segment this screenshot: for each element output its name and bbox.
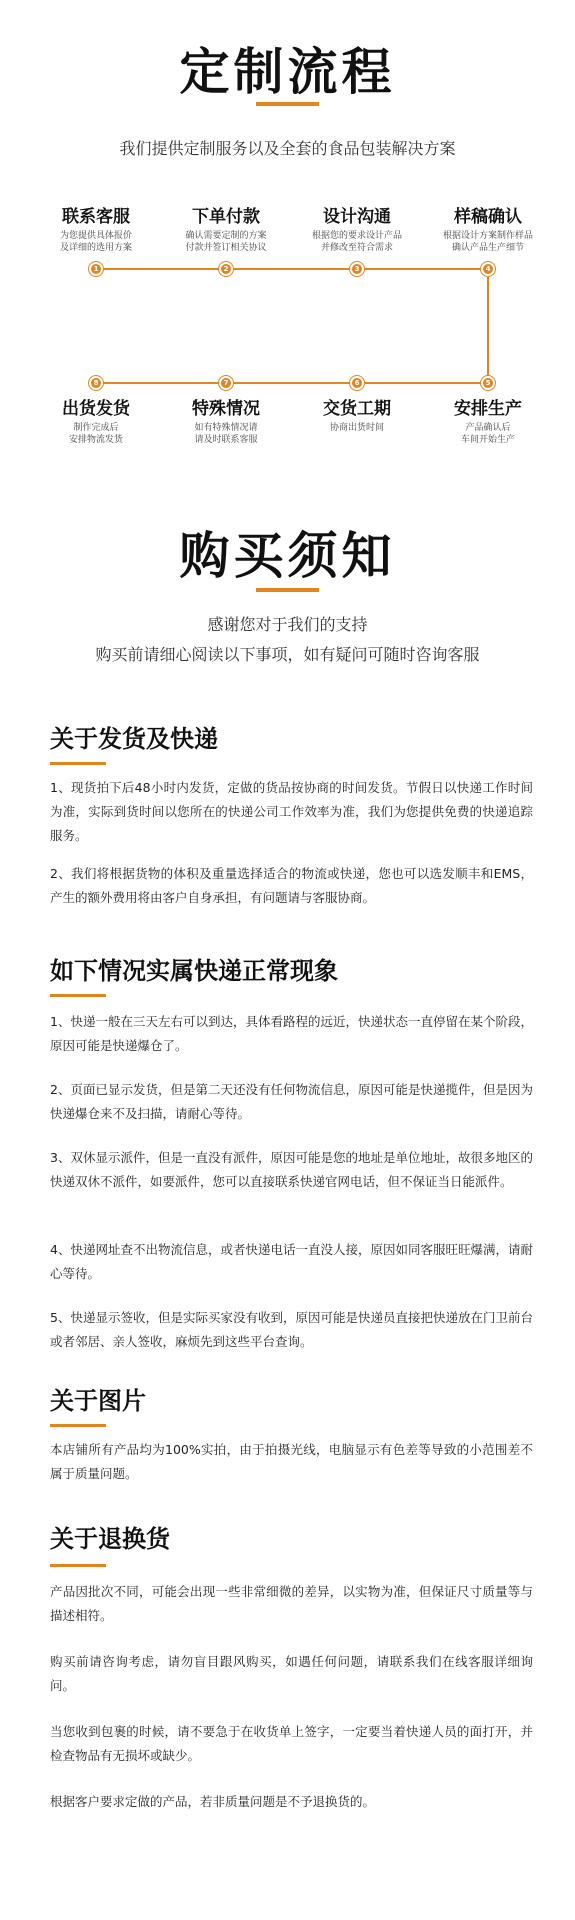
flow-step-8 [31,398,161,446]
flow-dot-1: 1 [89,262,103,276]
flow-step-3 [292,206,422,254]
flow-step-desc: 付款并签订相关协议 [185,243,267,253]
flow-step-desc: 及详细的选用方案 [59,243,132,253]
flow-step-title: 交货工期 [323,399,391,419]
notice-underline [256,588,319,592]
flow-step-desc: 并修改至符合需求 [320,243,393,253]
section-bar [50,1564,106,1567]
paragraph: 2、我们将根据货物的体积及重量选择适合的物流或快递，您也可以选发顺丰和EMS，产生的额外费用将由客户自身承担，有问题请与客服协商。 [50,866,533,905]
section-title-returns: 关于退换货 [50,1525,170,1553]
flow-step-desc: 车间开始生产 [460,435,515,445]
flow-step-desc: 安排物流发货 [68,435,123,445]
section-bar [50,994,106,997]
flow-step-1 [31,206,161,254]
flow-dot-4: 4 [481,262,495,276]
flow-step-desc: 协商出货时间 [329,423,384,433]
flow-step-desc: 为您提供具体报价 [59,231,132,241]
section-bar [50,762,106,765]
notice-thanks: 感谢您对于我们的支持 [207,615,368,634]
title-underline [256,102,319,106]
paragraph: 1、快递一般在三天左右可以到达，具体看路程的远近，快递状态一直停留在某个阶段，原因可能是快递爆仓了。 [50,1014,533,1053]
paragraph: 购买前请咨询考虑，请勿盲目跟风购买，如遇任何问题，请联系我们在线客服详细询问。 [50,1654,533,1693]
paragraph: 1、现货拍下后48小时内发货，定做的货品按协商的时间发货。节假日以快递工作时间为准，实际到货时间以您所在的快递公司工作效率为准，我们为您提供免费的快递追踪服务。 [50,780,533,843]
paragraph: 本店铺所有产品均为100%实拍，由于拍摄光线，电脑显示有色差等导致的小范围差不属于质量问题。 [50,1442,533,1481]
paragraph: 当您收到包裹的时候，请不要急于在收货单上签字，一定要当着快递人员的面打开，并检查物品有无损坏或缺少。 [50,1724,533,1763]
flow-dot-7: 7 [219,376,233,390]
flow-dot-8: 8 [89,376,103,390]
section-title-normal: 如下情况实属快递正常现象 [50,957,338,985]
section-bar [50,1424,106,1427]
paragraph: 产品因批次不同，可能会出现一些非常细微的差异，以实物为准，但保证尺寸质量等与描述相符。 [50,1584,533,1623]
flow-line-right [487,268,489,384]
flow-step-2 [161,206,291,254]
paragraph: 2、页面已显示发货，但是第二天还没有任何物流信息，原因可能是快递揽件，但是因为快递爆仓来不及扫描，请耐心等待。 [50,1082,533,1121]
flow-step-title: 出货发货 [62,399,130,419]
notice-instructions: 购买前请细心阅读以下事项，如有疑问可随时咨询客服 [95,645,480,664]
flow-step-6 [292,398,422,434]
page-subtitle: 我们提供定制服务以及全套的食品包装解决方案 [119,139,456,158]
notice-title: 购买须知 [179,527,396,585]
flow-step-title: 联系客服 [62,207,130,227]
paragraph: 4、快递网址查不出物流信息，或者快递电话一直没人接，原因如同客服旺旺爆满，请耐心等待。 [50,1242,533,1281]
flow-dot-6: 6 [350,376,364,390]
flow-step-desc: 产品确认后 [465,423,511,433]
flow-step-title: 样稿确认 [454,207,522,227]
flow-step-5 [423,398,553,446]
paragraph: 根据客户要求定做的产品，若非质量问题是不予退换货的。 [50,1794,376,1809]
flow-line-bottom [96,382,489,384]
flow-step-desc: 根据您的要求设计产品 [311,231,402,241]
flow-step-title: 设计沟通 [323,207,391,227]
flow-step-desc: 制作完成后 [73,423,119,433]
flow-step-desc: 确认需要定制的方案 [185,231,267,241]
flow-dot-3: 3 [350,262,364,276]
flow-step-desc: 如有特殊情况请 [194,423,258,433]
flow-step-title: 特殊情况 [192,399,260,419]
flow-step-7 [161,398,291,446]
flow-step-title: 下单付款 [192,207,260,227]
flow-dot-2: 2 [219,262,233,276]
flow-line-top [96,268,489,270]
flow-step-title: 安排生产 [454,399,522,419]
flow-step-desc: 请及时联系客服 [194,435,258,445]
flow-dot-5: 5 [481,376,495,390]
section-title-shipping: 关于发货及快递 [50,725,218,753]
flow-step-desc: 根据设计方案制作样品 [442,231,533,241]
paragraph: 3、双休显示派件，但是一直没有派件，原因可能是您的地址是单位地址，故很多地区的快递双休不派件，如要派件，您可以直接联系快递官网电话，但不保证当日能派件。 [50,1150,533,1189]
page-title: 定制流程 [179,43,396,101]
flow-step-desc: 确认产品生产细节 [451,243,524,253]
section-title-photos: 关于图片 [50,1387,146,1415]
paragraph: 5、快递显示签收，但是实际买家没有收到，原因可能是快递员直接把快递放在门卫前台或者邻居、亲人签收，麻烦先到这些平台查询。 [50,1310,533,1349]
flow-step-4 [423,206,553,254]
